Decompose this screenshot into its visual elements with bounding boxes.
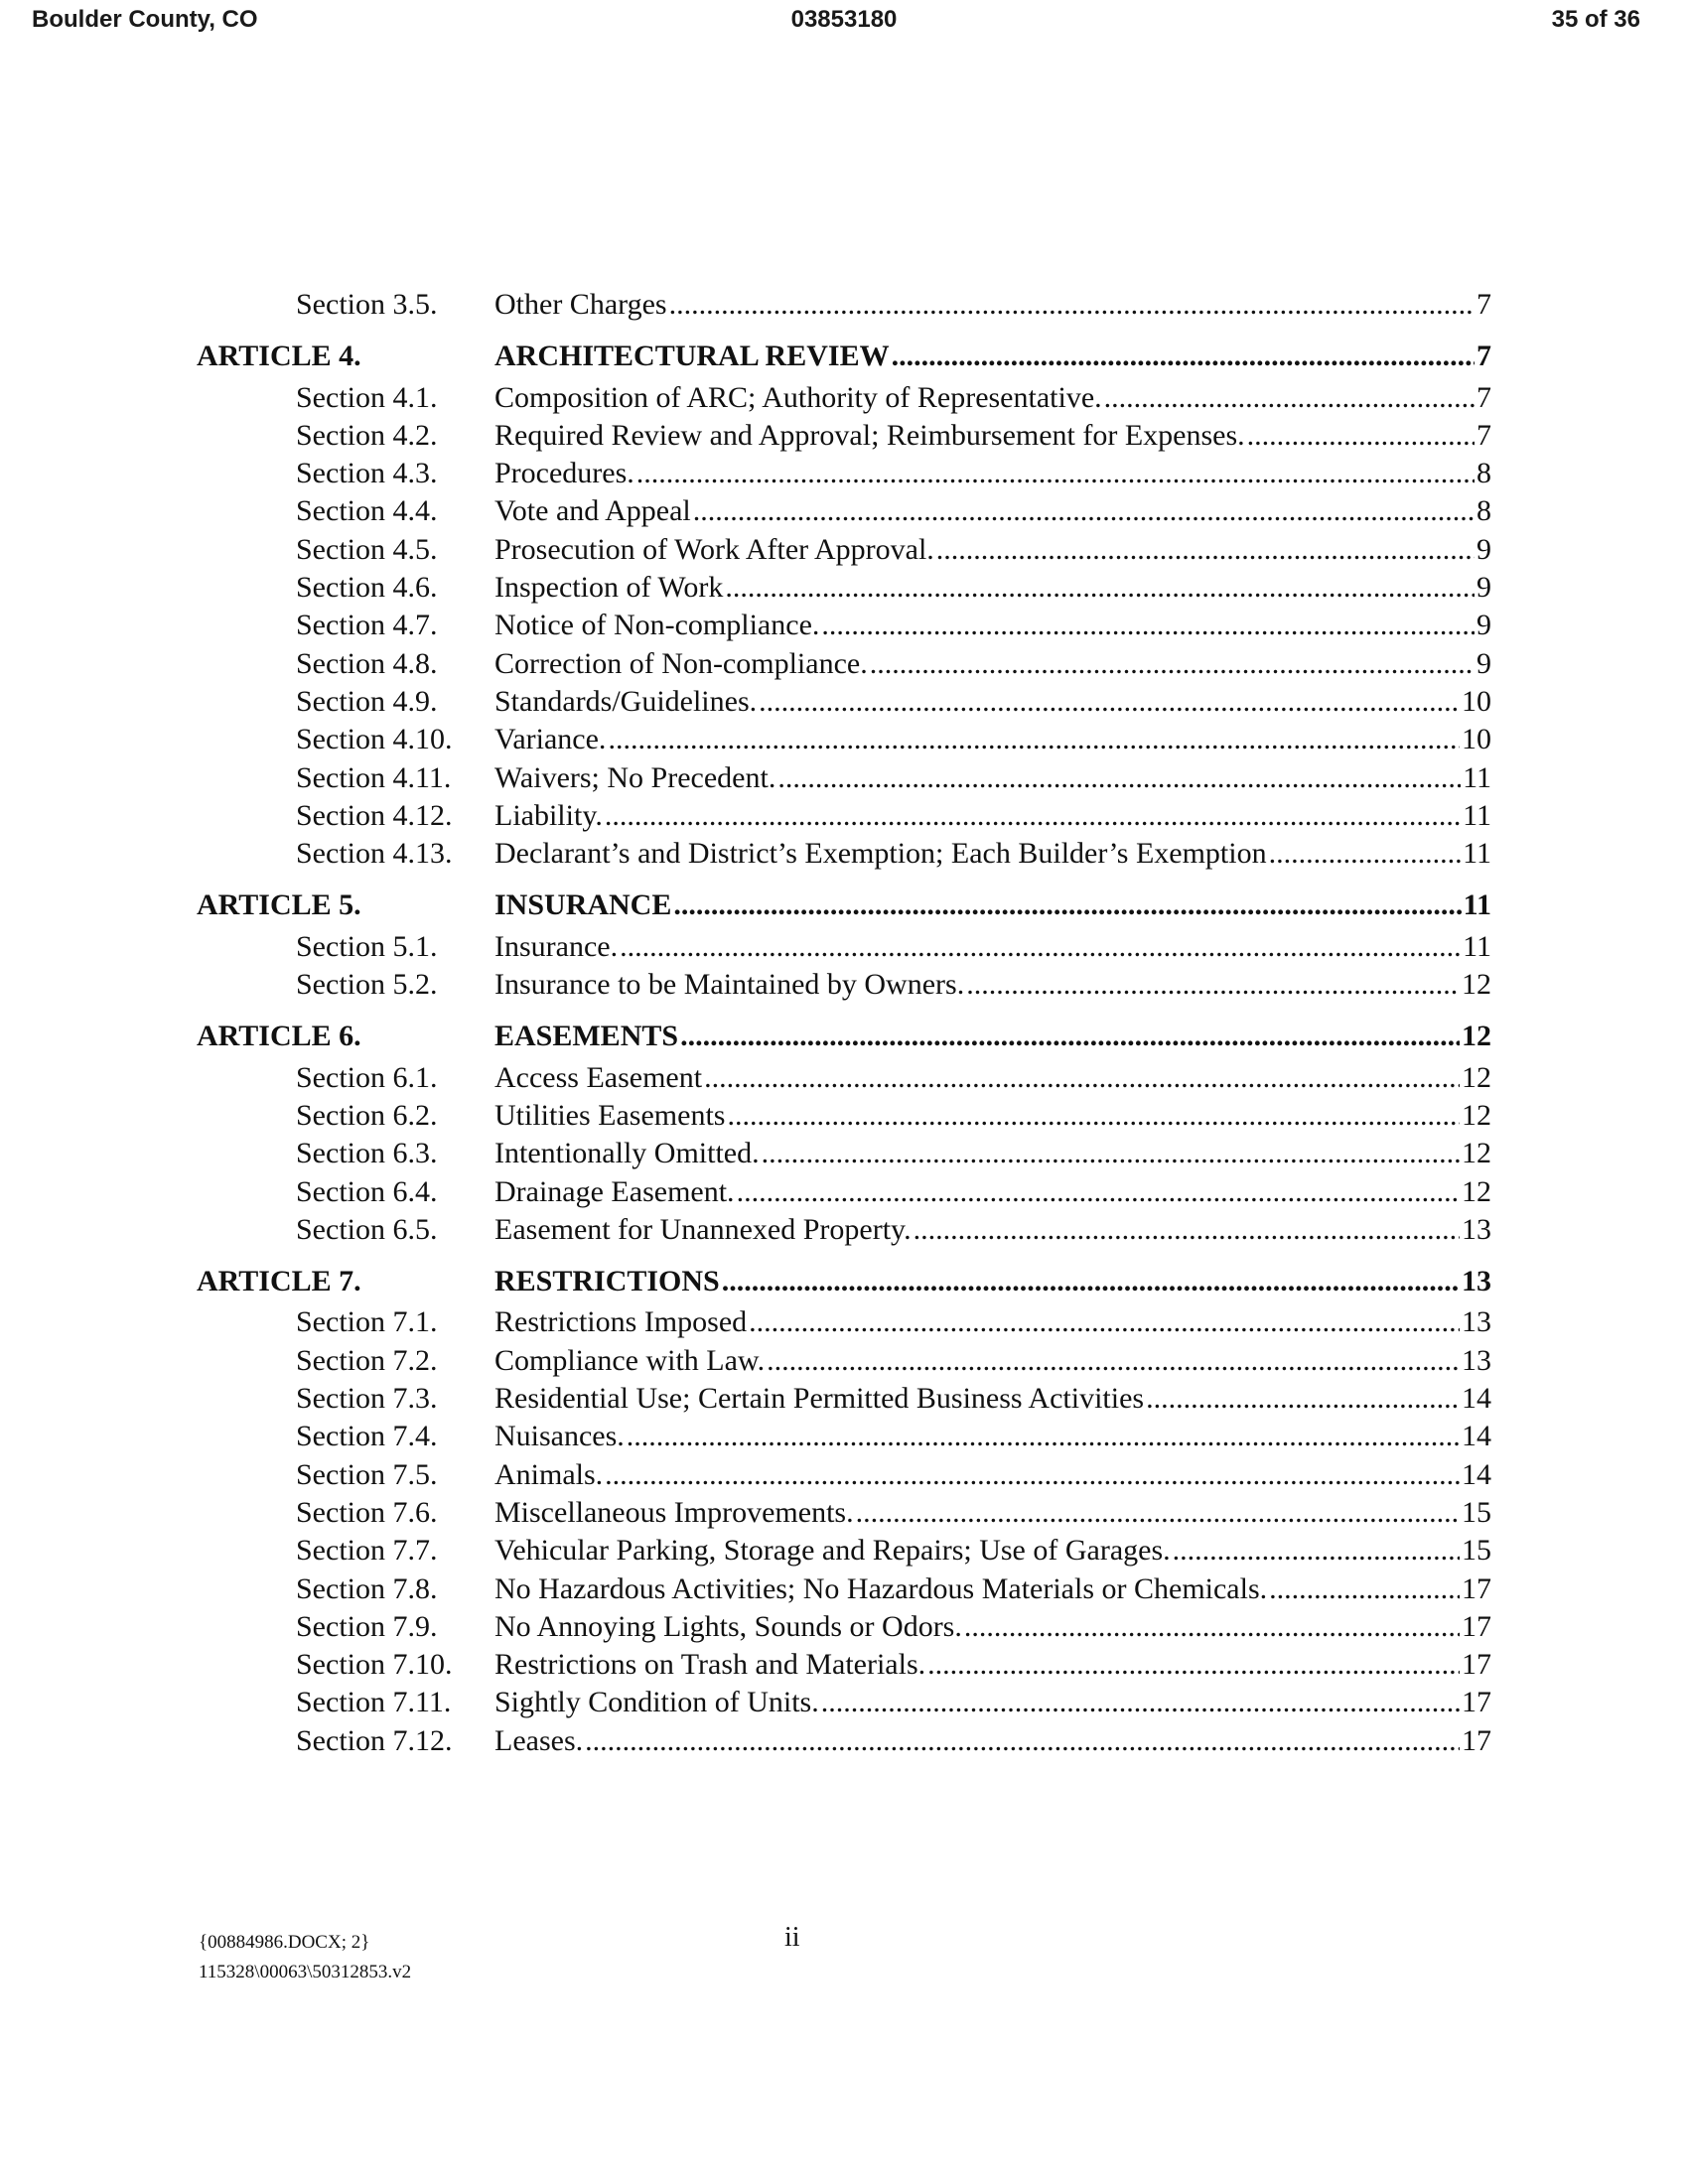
dot-leader [914,1211,1460,1249]
toc-number: Section 7.5. [296,1457,438,1491]
toc-title: Restrictions Imposed [494,1305,748,1339]
dot-leader [762,1135,1460,1172]
toc-article-row [197,1018,1491,1055]
toc-page: 7 [1477,380,1491,414]
toc-page: 7 [1477,340,1491,373]
toc-page: 13 [1462,1212,1491,1246]
toc-page: 15 [1462,1534,1491,1568]
dot-leader [605,797,1461,835]
toc-page: 10 [1462,723,1491,756]
toc-title: Correction of Non-compliance. [494,646,868,680]
toc-page: 12 [1462,1060,1491,1094]
recorder-header [0,0,1688,44]
toc-section-row [197,1532,1491,1570]
toc-number: Section 7.4. [296,1420,438,1453]
toc-number: Section 7.6. [296,1495,438,1529]
toc-section-row [197,928,1491,966]
page-number: ii [784,1922,800,1953]
toc-section-row [197,1646,1491,1684]
toc-title: No Hazardous Activities; No Hazardous Materials or Chemicals. [494,1571,1268,1605]
dot-leader [722,1263,1460,1300]
toc-number: Section 4.5. [296,532,438,566]
toc-section-row [197,1059,1491,1097]
toc-number: Section 4.13. [296,837,453,871]
toc-number: ARTICLE 7. [197,1265,361,1298]
toc-number: Section 7.11. [296,1686,452,1719]
document-footer [199,1928,411,1987]
toc-title: Vehicular Parking, Storage and Repairs; Use of Garages. [494,1534,1171,1568]
toc-section-row [197,1494,1491,1532]
dot-leader [680,1018,1460,1055]
dot-leader [636,455,1475,492]
toc-section-row [197,531,1491,569]
toc-section-row [197,455,1491,492]
toc-number: Section 4.12. [296,798,453,832]
toc-page: 14 [1462,1382,1491,1416]
dot-leader [704,1059,1460,1097]
toc-section-row [197,645,1491,683]
toc-number: Section 7.7. [296,1534,438,1568]
toc-title: Insurance. [494,929,619,963]
dot-leader [1104,379,1475,417]
toc-title: INSURANCE [494,888,672,922]
toc-section-row [197,1173,1491,1211]
toc-section-row [197,1211,1491,1249]
doc-id: {00884986.DOCX; 2} [199,1932,370,1953]
toc-number: ARTICLE 4. [197,340,361,373]
toc-page: 17 [1462,1571,1491,1605]
dot-leader [966,966,1460,1004]
toc-section-row [197,1303,1491,1341]
toc-title: ARCHITECTURAL REVIEW [494,340,890,373]
toc-section-row [197,721,1491,758]
dot-leader [767,1342,1460,1380]
dot-leader [1247,417,1475,455]
dot-leader [821,1684,1460,1721]
toc-title: Restrictions on Trash and Materials. [494,1648,926,1682]
toc-title: RESTRICTIONS [494,1265,720,1298]
dot-leader [585,1722,1460,1760]
toc-page: 11 [1463,837,1491,871]
toc-number: Section 6.3. [296,1137,438,1170]
toc-title: Utilities Easements [494,1098,726,1132]
toc-number: Section 7.8. [296,1571,438,1605]
toc-title: Insurance to be Maintained by Owners. [494,968,965,1002]
toc-section-row [197,1722,1491,1760]
toc-section-row [197,797,1491,835]
toc-number: Section 7.3. [296,1382,438,1416]
dot-leader [749,1303,1460,1341]
toc-number: Section 6.5. [296,1212,438,1246]
toc-article-row [197,887,1491,924]
toc-number: Section 4.1. [296,380,438,414]
dot-leader [673,887,1461,924]
toc-page: 8 [1477,494,1491,528]
toc-page: 12 [1462,1098,1491,1132]
toc-title: Standards/Guidelines. [494,684,758,718]
toc-section-row [197,1135,1491,1172]
toc-title: Sightly Condition of Units. [494,1686,819,1719]
toc-number: Section 4.7. [296,609,438,642]
toc-title: Notice of Non-compliance. [494,609,820,642]
toc-number: Section 6.2. [296,1098,438,1132]
dot-leader [627,1418,1460,1455]
toc-title: Declarant’s and District’s Exemption; Each Builder’s Exemption [494,837,1267,871]
toc-number: Section 4.11. [296,760,452,794]
dot-leader [669,286,1475,324]
toc-page: 17 [1462,1648,1491,1682]
toc-title: Easement for Unannexed Property. [494,1212,912,1246]
toc-title: Waivers; No Precedent. [494,760,776,794]
toc-page: 13 [1462,1305,1491,1339]
dot-leader [1269,835,1462,873]
toc-page: 9 [1477,646,1491,680]
toc-page: 10 [1462,684,1491,718]
toc-title: No Annoying Lights, Sounds or Odors. [494,1609,962,1643]
dot-leader [608,721,1460,758]
toc-number: Section 5.2. [296,968,438,1002]
toc-title: Liability. [494,798,603,832]
dot-leader [725,569,1475,607]
toc-title: Prosecution of Work After Approval. [494,532,934,566]
toc-section-row [197,569,1491,607]
toc-page: 11 [1463,798,1491,832]
toc-article-row [197,1263,1491,1300]
table-of-contents [197,286,1491,1760]
toc-section-row [197,607,1491,644]
toc-title: Variance. [494,723,607,756]
toc-number: Section 4.4. [296,494,438,528]
reception-number: 03853180 [790,6,898,33]
toc-page: 17 [1462,1723,1491,1757]
toc-section-row [197,1380,1491,1418]
dot-leader [1173,1532,1460,1570]
toc-page: 9 [1477,532,1491,566]
toc-section-row [197,1097,1491,1135]
toc-page: 11 [1463,888,1491,922]
toc-page: 8 [1477,457,1491,490]
dot-leader [605,1456,1460,1494]
toc-page: 15 [1462,1495,1491,1529]
toc-number: Section 7.10. [296,1648,453,1682]
toc-title: EASEMENTS [494,1020,679,1053]
dot-leader [936,531,1475,569]
toc-title: Vote and Appeal [494,494,691,528]
toc-page: 11 [1463,760,1491,794]
toc-number: Section 4.8. [296,646,438,680]
toc-title: Other Charges [494,288,667,321]
toc-page: 12 [1462,968,1491,1002]
toc-page: 7 [1477,418,1491,452]
toc-page: 14 [1462,1420,1491,1453]
toc-title: Residential Use; Certain Permitted Business Activities [494,1382,1145,1416]
dot-leader [927,1646,1460,1684]
toc-page: 17 [1462,1686,1491,1719]
toc-page: 9 [1477,609,1491,642]
toc-page: 12 [1462,1020,1491,1053]
toc-section-row [197,683,1491,721]
toc-number: Section 4.10. [296,723,453,756]
toc-title: Animals. [494,1457,604,1491]
toc-section-row [197,492,1491,530]
dot-leader [856,1494,1460,1532]
toc-title: Intentionally Omitted. [494,1137,760,1170]
file-reference: 115328\00063\50312853.v2 [199,1962,412,1982]
toc-title: Access Easement [494,1060,703,1094]
toc-section-row [197,286,1491,324]
toc-title: Drainage Easement. [494,1174,735,1208]
dot-leader [821,607,1475,644]
toc-number: Section 7.2. [296,1343,438,1377]
toc-title: Compliance with Law. [494,1343,766,1377]
toc-section-row [197,1684,1491,1721]
toc-title: Required Review and Approval; Reimbursement for Expenses. [494,418,1245,452]
toc-page: 9 [1477,571,1491,605]
toc-title: Composition of ARC; Authority of Representative. [494,380,1102,414]
dot-leader [1146,1380,1460,1418]
toc-number: Section 4.3. [296,457,438,490]
toc-number: ARTICLE 6. [197,1020,361,1053]
toc-number: Section 6.1. [296,1060,438,1094]
toc-section-row [197,1418,1491,1455]
toc-title: Inspection of Work [494,571,724,605]
toc-page: 14 [1462,1457,1491,1491]
toc-title: Miscellaneous Improvements. [494,1495,854,1529]
toc-number: Section 6.4. [296,1174,438,1208]
dot-leader [693,492,1475,530]
toc-page: 13 [1462,1343,1491,1377]
toc-article-row [197,338,1491,375]
toc-page: 12 [1462,1174,1491,1208]
dot-leader [777,759,1461,797]
dot-leader [892,338,1475,375]
dot-leader [1269,1570,1460,1608]
toc-number: Section 7.12. [296,1723,453,1757]
toc-number: Section 3.5. [296,288,438,321]
toc-section-row [197,966,1491,1004]
toc-number: Section 4.2. [296,418,438,452]
toc-page: 13 [1462,1265,1491,1298]
dot-leader [964,1608,1460,1646]
dot-leader [737,1173,1460,1211]
toc-section-row [197,1456,1491,1494]
toc-section-row [197,835,1491,873]
toc-section-row [197,379,1491,417]
toc-number: Section 4.9. [296,684,438,718]
county-label: Boulder County, CO [32,6,258,33]
dot-leader [870,645,1475,683]
toc-page: 7 [1477,288,1491,321]
toc-section-row [197,759,1491,797]
page-count: 35 of 36 [1551,6,1640,33]
toc-title: Procedures. [494,457,634,490]
toc-title: Leases. [494,1723,584,1757]
toc-title: Nuisances. [494,1420,625,1453]
toc-number: Section 5.1. [296,929,438,963]
toc-number: Section 7.1. [296,1305,438,1339]
toc-number: Section 7.9. [296,1609,438,1643]
dot-leader [759,683,1460,721]
dot-leader [727,1097,1460,1135]
toc-section-row [197,417,1491,455]
toc-page: 12 [1462,1137,1491,1170]
toc-page: 17 [1462,1609,1491,1643]
toc-section-row [197,1342,1491,1380]
toc-number: Section 4.6. [296,571,438,605]
toc-page: 11 [1463,929,1491,963]
toc-section-row [197,1608,1491,1646]
toc-section-row [197,1570,1491,1608]
toc-number: ARTICLE 5. [197,888,361,922]
dot-leader [620,928,1461,966]
